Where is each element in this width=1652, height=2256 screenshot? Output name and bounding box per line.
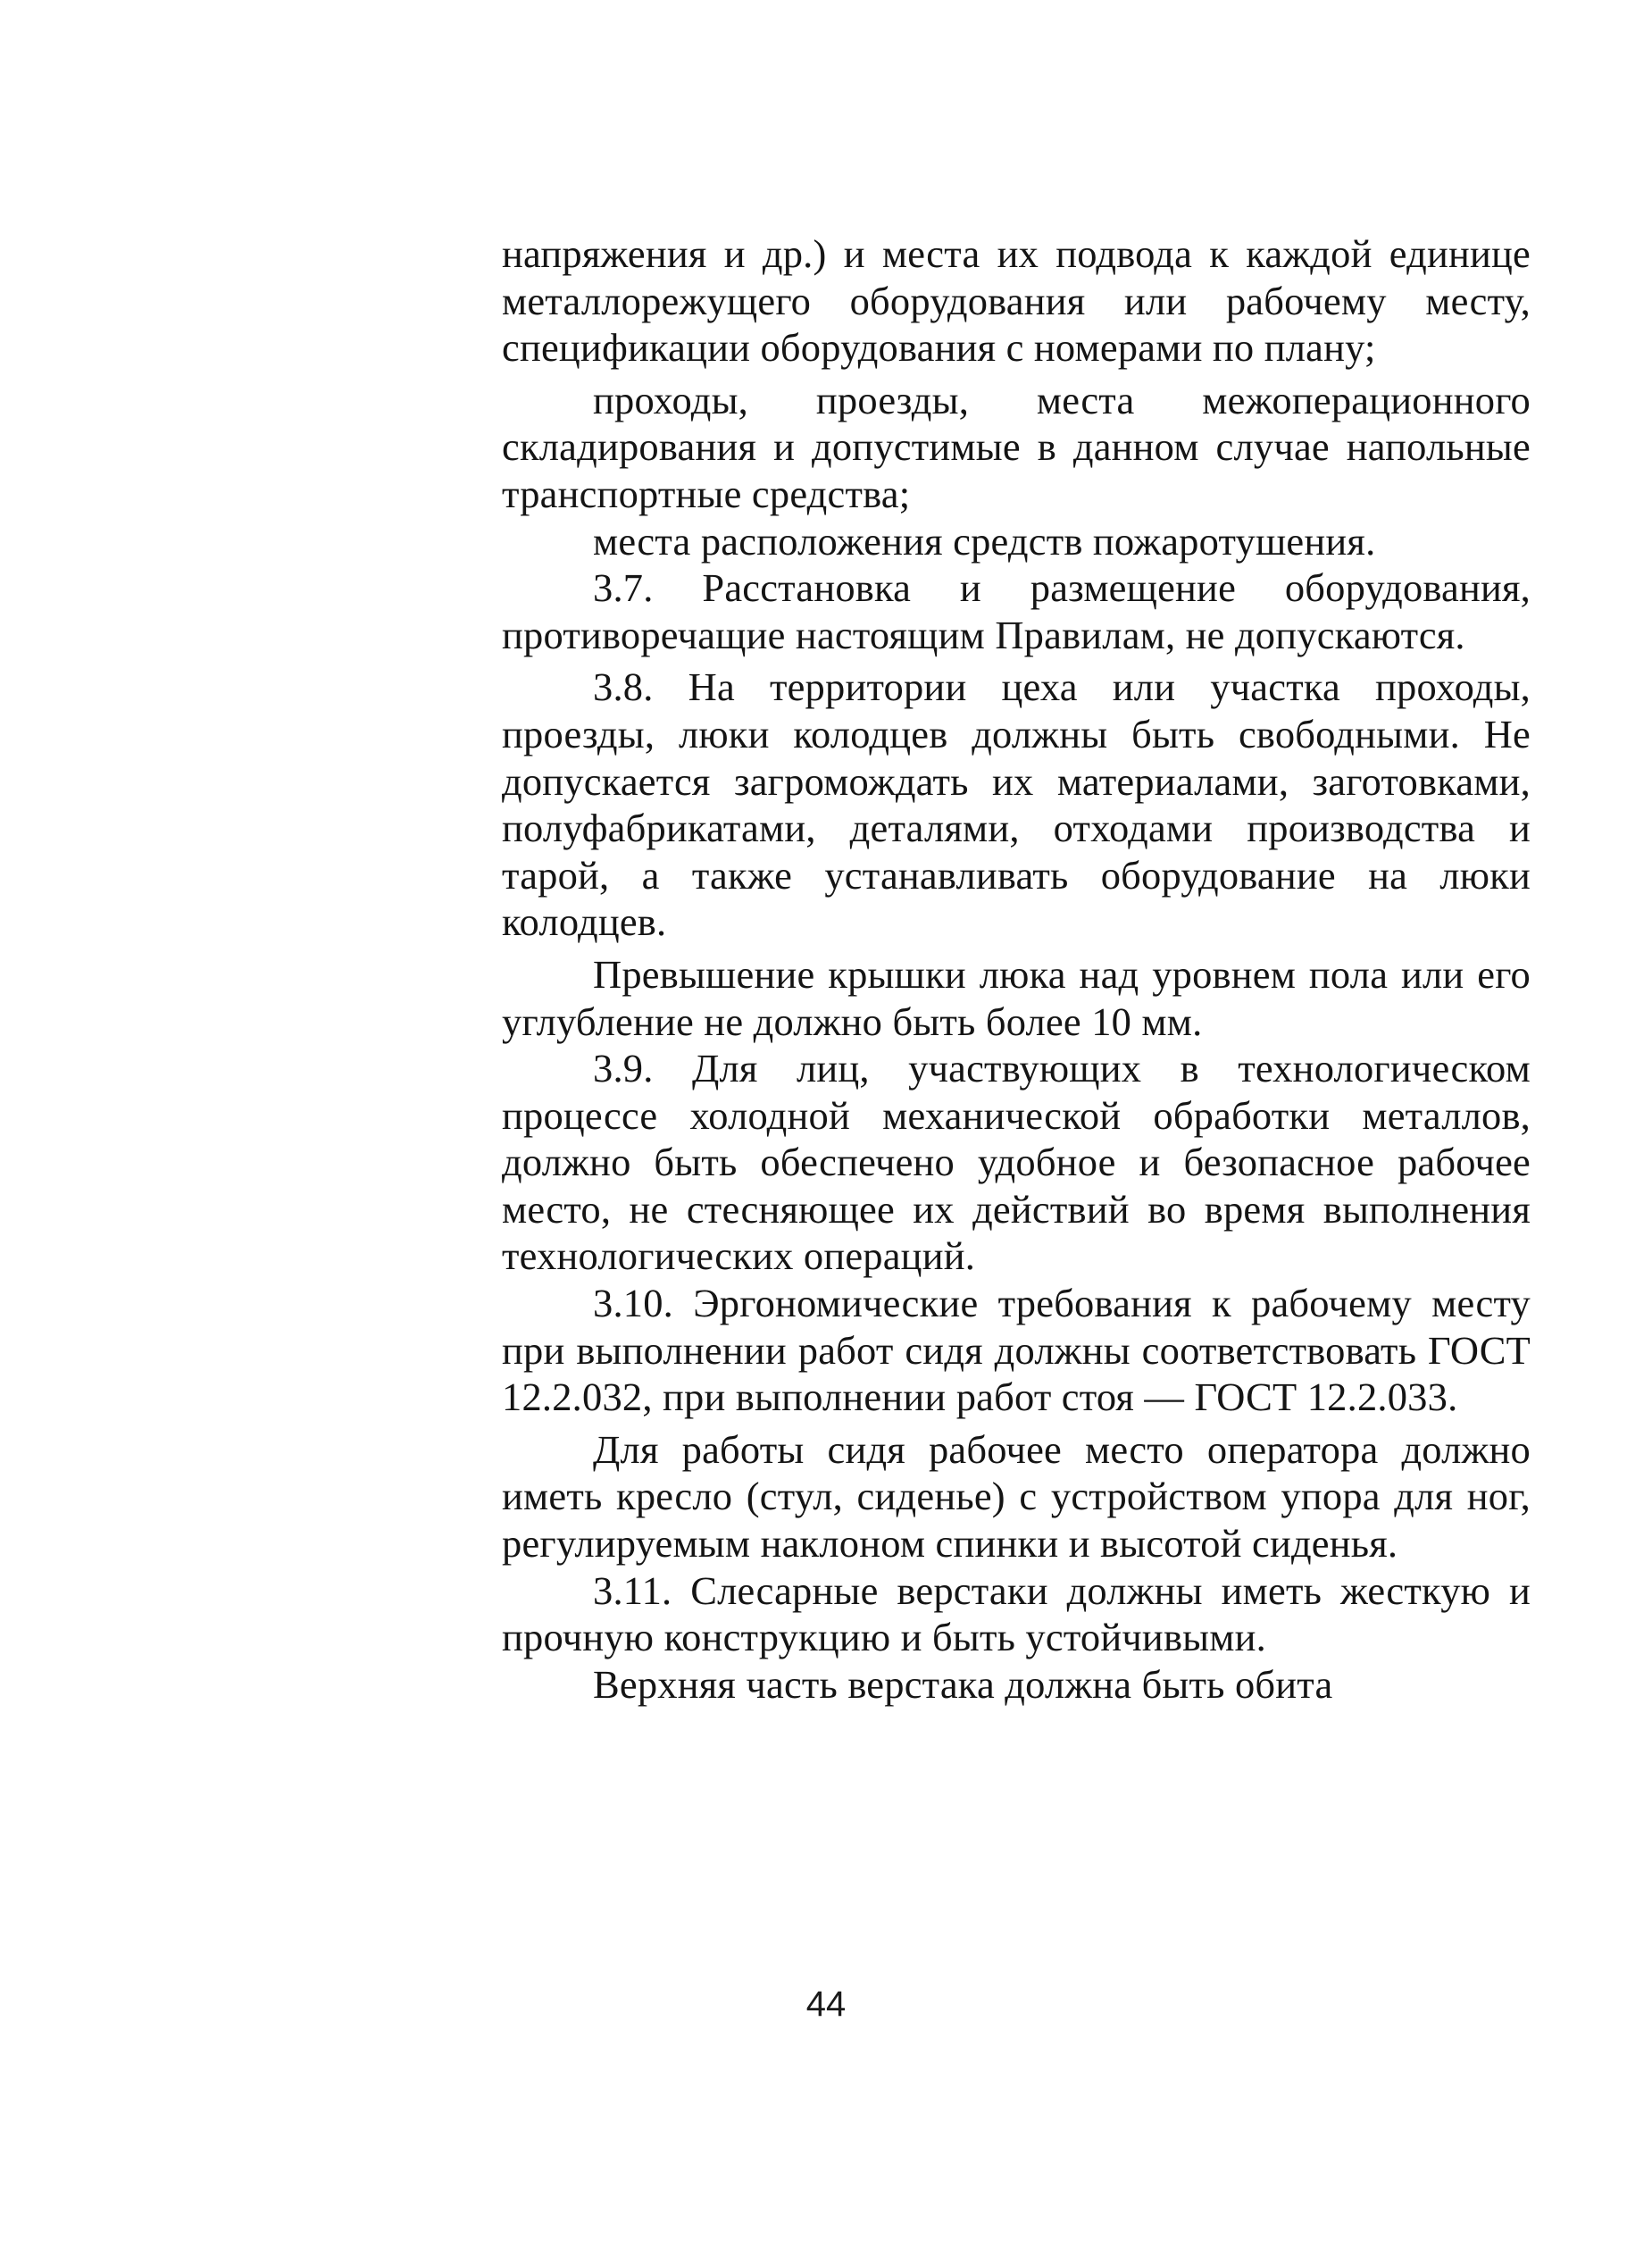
paragraph-3-7: 3.7. Расстановка и размещение оборудования, противоречащие настоящим Правилам, не допускаются. (502, 565, 1531, 657)
paragraph-continuation: напряжения и др.) и места их подвода к каждой единице металлорежущего оборудования или рабочему месту, спецификации оборудования с номерами по плану; (502, 231, 1531, 371)
paragraph-fire-equipment: места расположения средств пожаротушения. (593, 518, 1376, 564)
paragraph-3-8: 3.8. На территории цеха или участка проходы, проезды, люки колодцев должны быть свободными. Не допускается загромождать их материалами, заготовками, полуфабрикатами, деталями, отходами производства и тарой, а также устанавливать оборудование на люки колодцев. (502, 664, 1531, 945)
document-body (502, 230, 1531, 1708)
paragraph-passages: проходы, проезды, места межоперационного складирования и допустимые в данном случае напольные транспортные средства; (502, 377, 1531, 516)
paragraph-seated-work: Для работы сидя рабочее место оператора должно иметь кресло (стул, сиденье) с устройством упора для ног, регулируемым наклоном спинки и высотой сиденья. (502, 1426, 1531, 1567)
paragraph-3-10: 3.10. Эргономические требования к рабочему месту при выполнении работ сидя должны соответствовать ГОСТ 12.2.032, при выполнении работ стоя — ГОСТ 12.2.033. (502, 1281, 1531, 1420)
paragraph-3-11: 3.11. Слесарные верстаки должны иметь жесткую и прочную конструкцию и быть устойчивыми. (502, 1567, 1531, 1660)
paragraph-workbench-top: Верхняя часть верстака должна быть обита (593, 1661, 1333, 1707)
paragraph-3-9: 3.9. Для лиц, участвующих в технологическом процессе холодной механической обработки металлов, должно быть обеспечено удобное и безопасное рабочее место, не стесняющее их действий во время выполнения технологических операций. (502, 1046, 1531, 1279)
paragraph-hatch-cover: Превышение крышки люка над уровнем пола или его углубление не должно быть более 10 мм. (502, 951, 1531, 1044)
page-number: 44 (805, 1984, 847, 2024)
